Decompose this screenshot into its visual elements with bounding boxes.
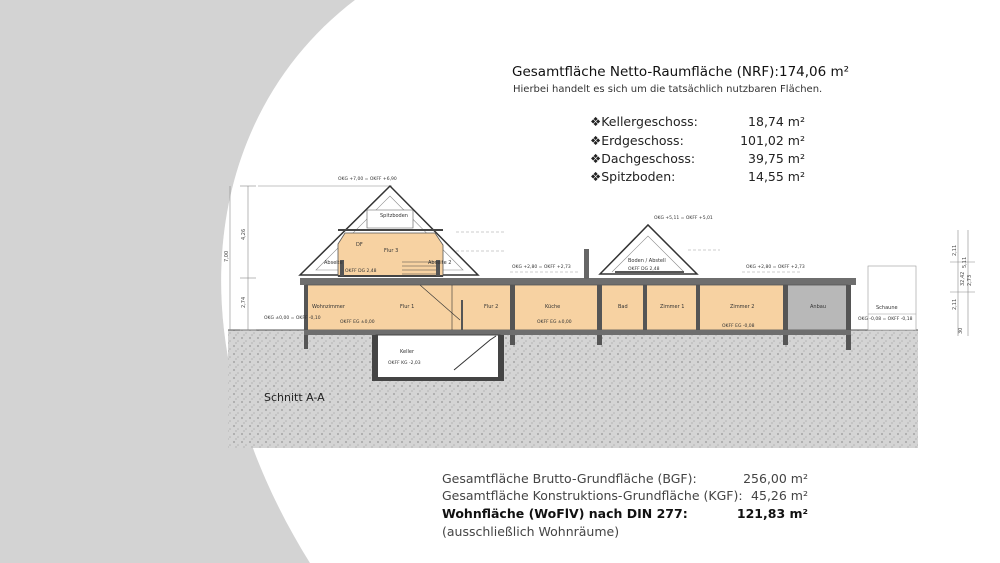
level-label: OKFF EG ±0,00	[340, 320, 375, 325]
level-label: OKFF DG 2,48	[628, 267, 660, 272]
room-label: Flur 1	[400, 304, 415, 310]
room-label: Abseite 2	[428, 260, 452, 266]
room-label: DF	[356, 242, 363, 248]
room-label: Keller	[400, 349, 415, 355]
bgf-value: 256,00 m²	[743, 471, 808, 486]
room-label: Anbau	[810, 304, 826, 310]
floor-value: 14,55 m²	[748, 169, 805, 184]
level-label: OKG ±0,00 = OKFF -0,10	[264, 316, 321, 321]
room-label: Boden / Abstell	[628, 258, 666, 264]
dimension-label: 2,73	[967, 274, 973, 286]
level-label: OKG +2,80 = OKFF +2,73	[512, 265, 571, 270]
dimension-label: 2,11	[952, 244, 958, 256]
room-label: Zimmer 2	[730, 304, 755, 310]
dimension-label: 4,26	[241, 228, 247, 240]
room-label: Wohnzimmer	[312, 304, 345, 310]
nrf-title: Gesamtfläche Netto-Raumfläche (NRF):174,06 m²	[512, 64, 850, 80]
dimension-label: 32,42	[960, 271, 966, 286]
level-label: OKFF KG -2,03	[388, 361, 421, 366]
room-label: Zimmer 1	[660, 304, 685, 310]
level-label: OKFF DG 2,48	[345, 269, 377, 274]
floor-label: ❖Erdgeschoss:	[590, 133, 684, 148]
dimension-label: 2,11	[952, 298, 958, 310]
floor-value: 18,74 m²	[748, 114, 805, 129]
floor-label: ❖Spitzboden:	[590, 169, 676, 184]
room-label: Abseite	[324, 260, 343, 266]
floor-label: ❖Kellergeschoss:	[590, 114, 698, 129]
floor-value: 39,75 m²	[748, 151, 805, 166]
room-label: Spitzboden	[380, 213, 408, 219]
room-label: Schaune	[876, 305, 898, 311]
room-label: Bad	[618, 304, 628, 310]
room-label: Flur 3	[384, 248, 399, 254]
wofl-note: (ausschließlich Wohnräume)	[442, 524, 620, 539]
floor-label: ❖Dachgeschoss:	[590, 151, 696, 166]
level-label: OKG +2,80 = OKFF +2,73	[746, 265, 805, 270]
dimension-label: 2,74	[241, 296, 247, 308]
level-label: OKFF EG ±0,00	[537, 320, 572, 325]
section-label: Schnitt A-A	[264, 391, 325, 404]
level-label: OKG +7,00 = OKFF +6,90	[338, 177, 397, 182]
level-label: OKFF EG -0,08	[722, 324, 755, 329]
wofl-value: 121,83 m²	[736, 506, 808, 521]
dimension-label: 5,11	[962, 256, 968, 268]
level-label: OKG -0,08 = OKFF -0,18	[858, 317, 913, 322]
kgf-value: 45,26 m²	[751, 488, 808, 503]
bgf-label: Gesamtfläche Brutto-Grundfläche (BGF):	[442, 471, 697, 486]
room-label: Flur 2	[484, 304, 499, 310]
room-label: Küche	[545, 304, 561, 310]
floor-value: 101,02 m²	[740, 133, 805, 148]
dimension-label: 30	[958, 327, 964, 334]
wofl-label: Wohnfläche (WoFlV) nach DIN 277:	[442, 506, 688, 521]
dimension-label: 7,00	[224, 250, 230, 262]
level-label: OKG +5,11 = OKFF +5,01	[654, 216, 713, 221]
nrf-subtitle: Hierbei handelt es sich um die tatsächlich nutzbaren Flächen.	[513, 84, 823, 95]
kgf-label: Gesamtfläche Konstruktions-Grundfläche (KGF):	[442, 488, 743, 503]
